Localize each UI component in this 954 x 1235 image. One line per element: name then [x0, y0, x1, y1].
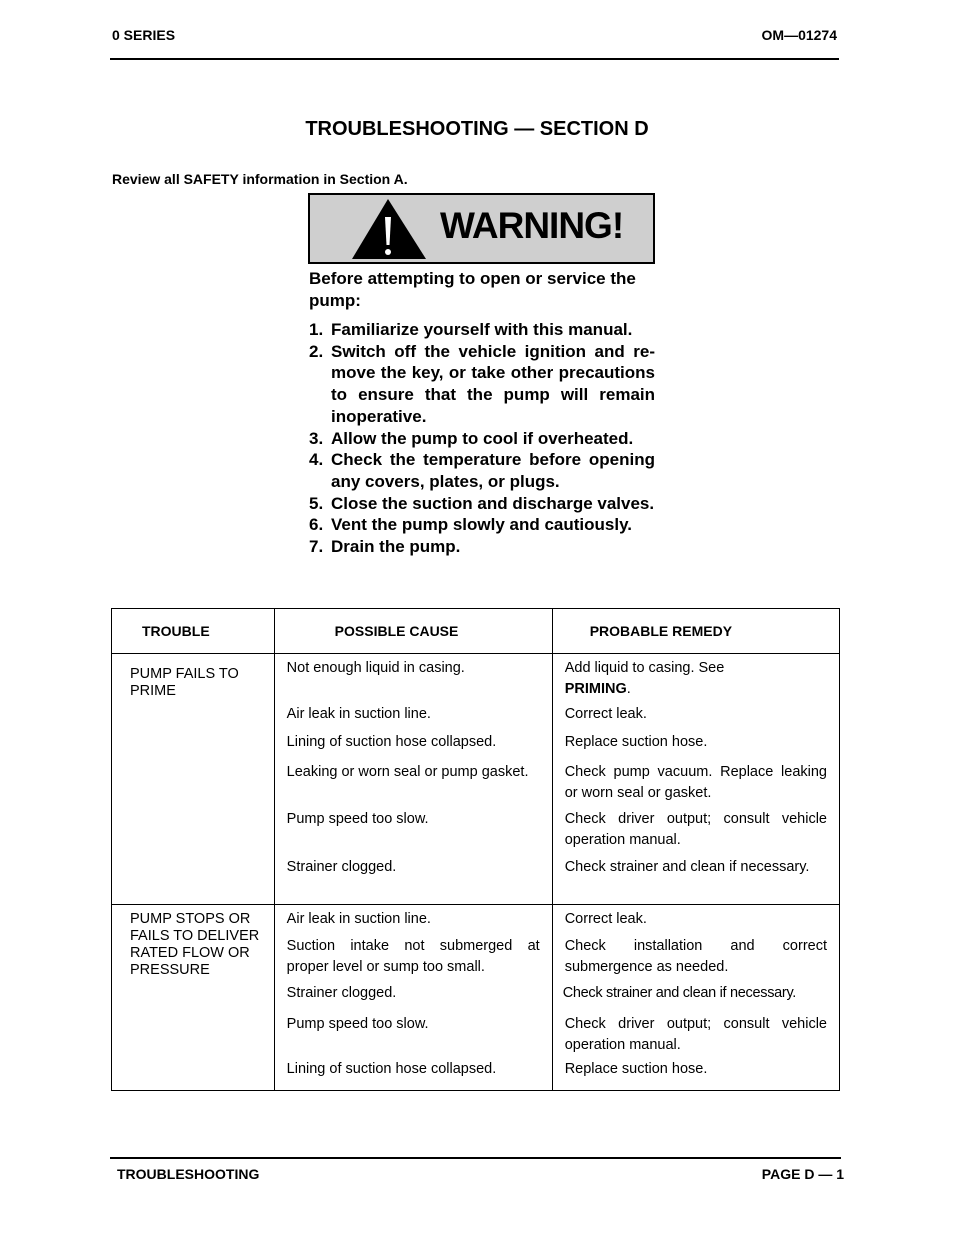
table-row [112, 654, 840, 905]
remedy-cell: Replace suction hose. [564, 734, 708, 750]
warning-intro: Before attempting to open or service the pump: [309, 269, 636, 310]
warning-step: 1. Familiarize yourself with this manual. [309, 320, 633, 339]
trouble-label: PUMP STOPS OR FAILS TO DELIVER RATED FLOW OR PRESSURE [130, 911, 260, 978]
table-row [112, 905, 840, 1091]
warning-step: 2. Switch off the vehicle ignition and remove the key, or take other precautions to ensure that the pump will remain inoperative. [309, 341, 655, 426]
warning-step: 7. Drain the pump. [309, 537, 461, 557]
col-header-trouble: TROUBLE [112, 609, 275, 654]
trouble-label: PUMP FAILS TO PRIME [130, 666, 239, 699]
warning-step: 5. Close the suction and discharge valves. [309, 493, 655, 513]
cause-cell: Pump speed too slow. [286, 1016, 429, 1032]
cause-cell: Lining of suction hose collapsed. [286, 1061, 497, 1077]
cause-cell: Leaking or worn seal or pump gasket. [286, 764, 529, 780]
cause-cell: Air leak in suction line. [286, 706, 431, 722]
cause-cell: Lining of suction hose collapsed. [286, 734, 497, 750]
warning-steps-list [309, 319, 655, 558]
remedy-cell: Replace suction hose. [564, 1061, 708, 1077]
remedy-cell: Check strainer and clean if necessary. [564, 859, 810, 875]
col-header-remedy: PROBABLE REMEDY [552, 609, 839, 654]
remedy-cell: Check strainer and clean if necessary. [562, 985, 797, 1001]
warning-label: WARNING! [440, 205, 624, 246]
remedy-cell: Check pump vacuum. Replace leaking or worn seal or gasket. [564, 764, 827, 801]
remedy-cell: Correct leak. [564, 911, 647, 927]
troubleshooting-table [111, 608, 840, 1091]
footer-page-number: PAGE D — 1 [761, 1166, 844, 1182]
header-doc-number: OM—01274 [761, 27, 837, 43]
cause-cell: Not enough liquid in casing. [286, 660, 465, 676]
remedy-cell: Correct leak. [564, 706, 647, 722]
page-title: TROUBLESHOOTING — SECTION D [305, 118, 649, 140]
warning-banner [308, 193, 655, 264]
cause-cell: Strainer clogged. [286, 985, 397, 1001]
cause-cell: Suction intake not submerged at proper level or sump too small. [286, 938, 540, 975]
warning-step: 4. Check the temperature before opening any covers, plates, or plugs. [309, 450, 655, 491]
header-series: 0 SERIES [112, 27, 176, 43]
header-rule [110, 58, 839, 60]
warning-step: 3. Allow the pump to cool if overheated. [309, 428, 634, 448]
footer-rule [110, 1157, 841, 1159]
cause-cell: Pump speed too slow. [286, 811, 429, 827]
col-header-cause: POSSIBLE CAUSE [274, 609, 552, 654]
warning-step: 6. Vent the pump slowly and cautiously. [309, 515, 633, 535]
table-header-row [112, 609, 840, 654]
review-safety-note: Review all SAFETY information in Section A. [112, 171, 408, 187]
remedy-cell: Check driver output; consult vehicle operation manual. [564, 1016, 827, 1053]
remedy-cell: Check driver output; consult vehicle operation manual. [564, 811, 827, 848]
warning-triangle-icon [350, 197, 430, 259]
remedy-cell: Check installation and correct submergence as needed. [564, 938, 827, 975]
footer-section: TROUBLESHOOTING [117, 1166, 260, 1182]
remedy-cell: Add liquid to casing. See PRIMING. [564, 660, 725, 697]
cause-cell: Strainer clogged. [286, 859, 397, 875]
cause-cell: Air leak in suction line. [286, 911, 431, 927]
